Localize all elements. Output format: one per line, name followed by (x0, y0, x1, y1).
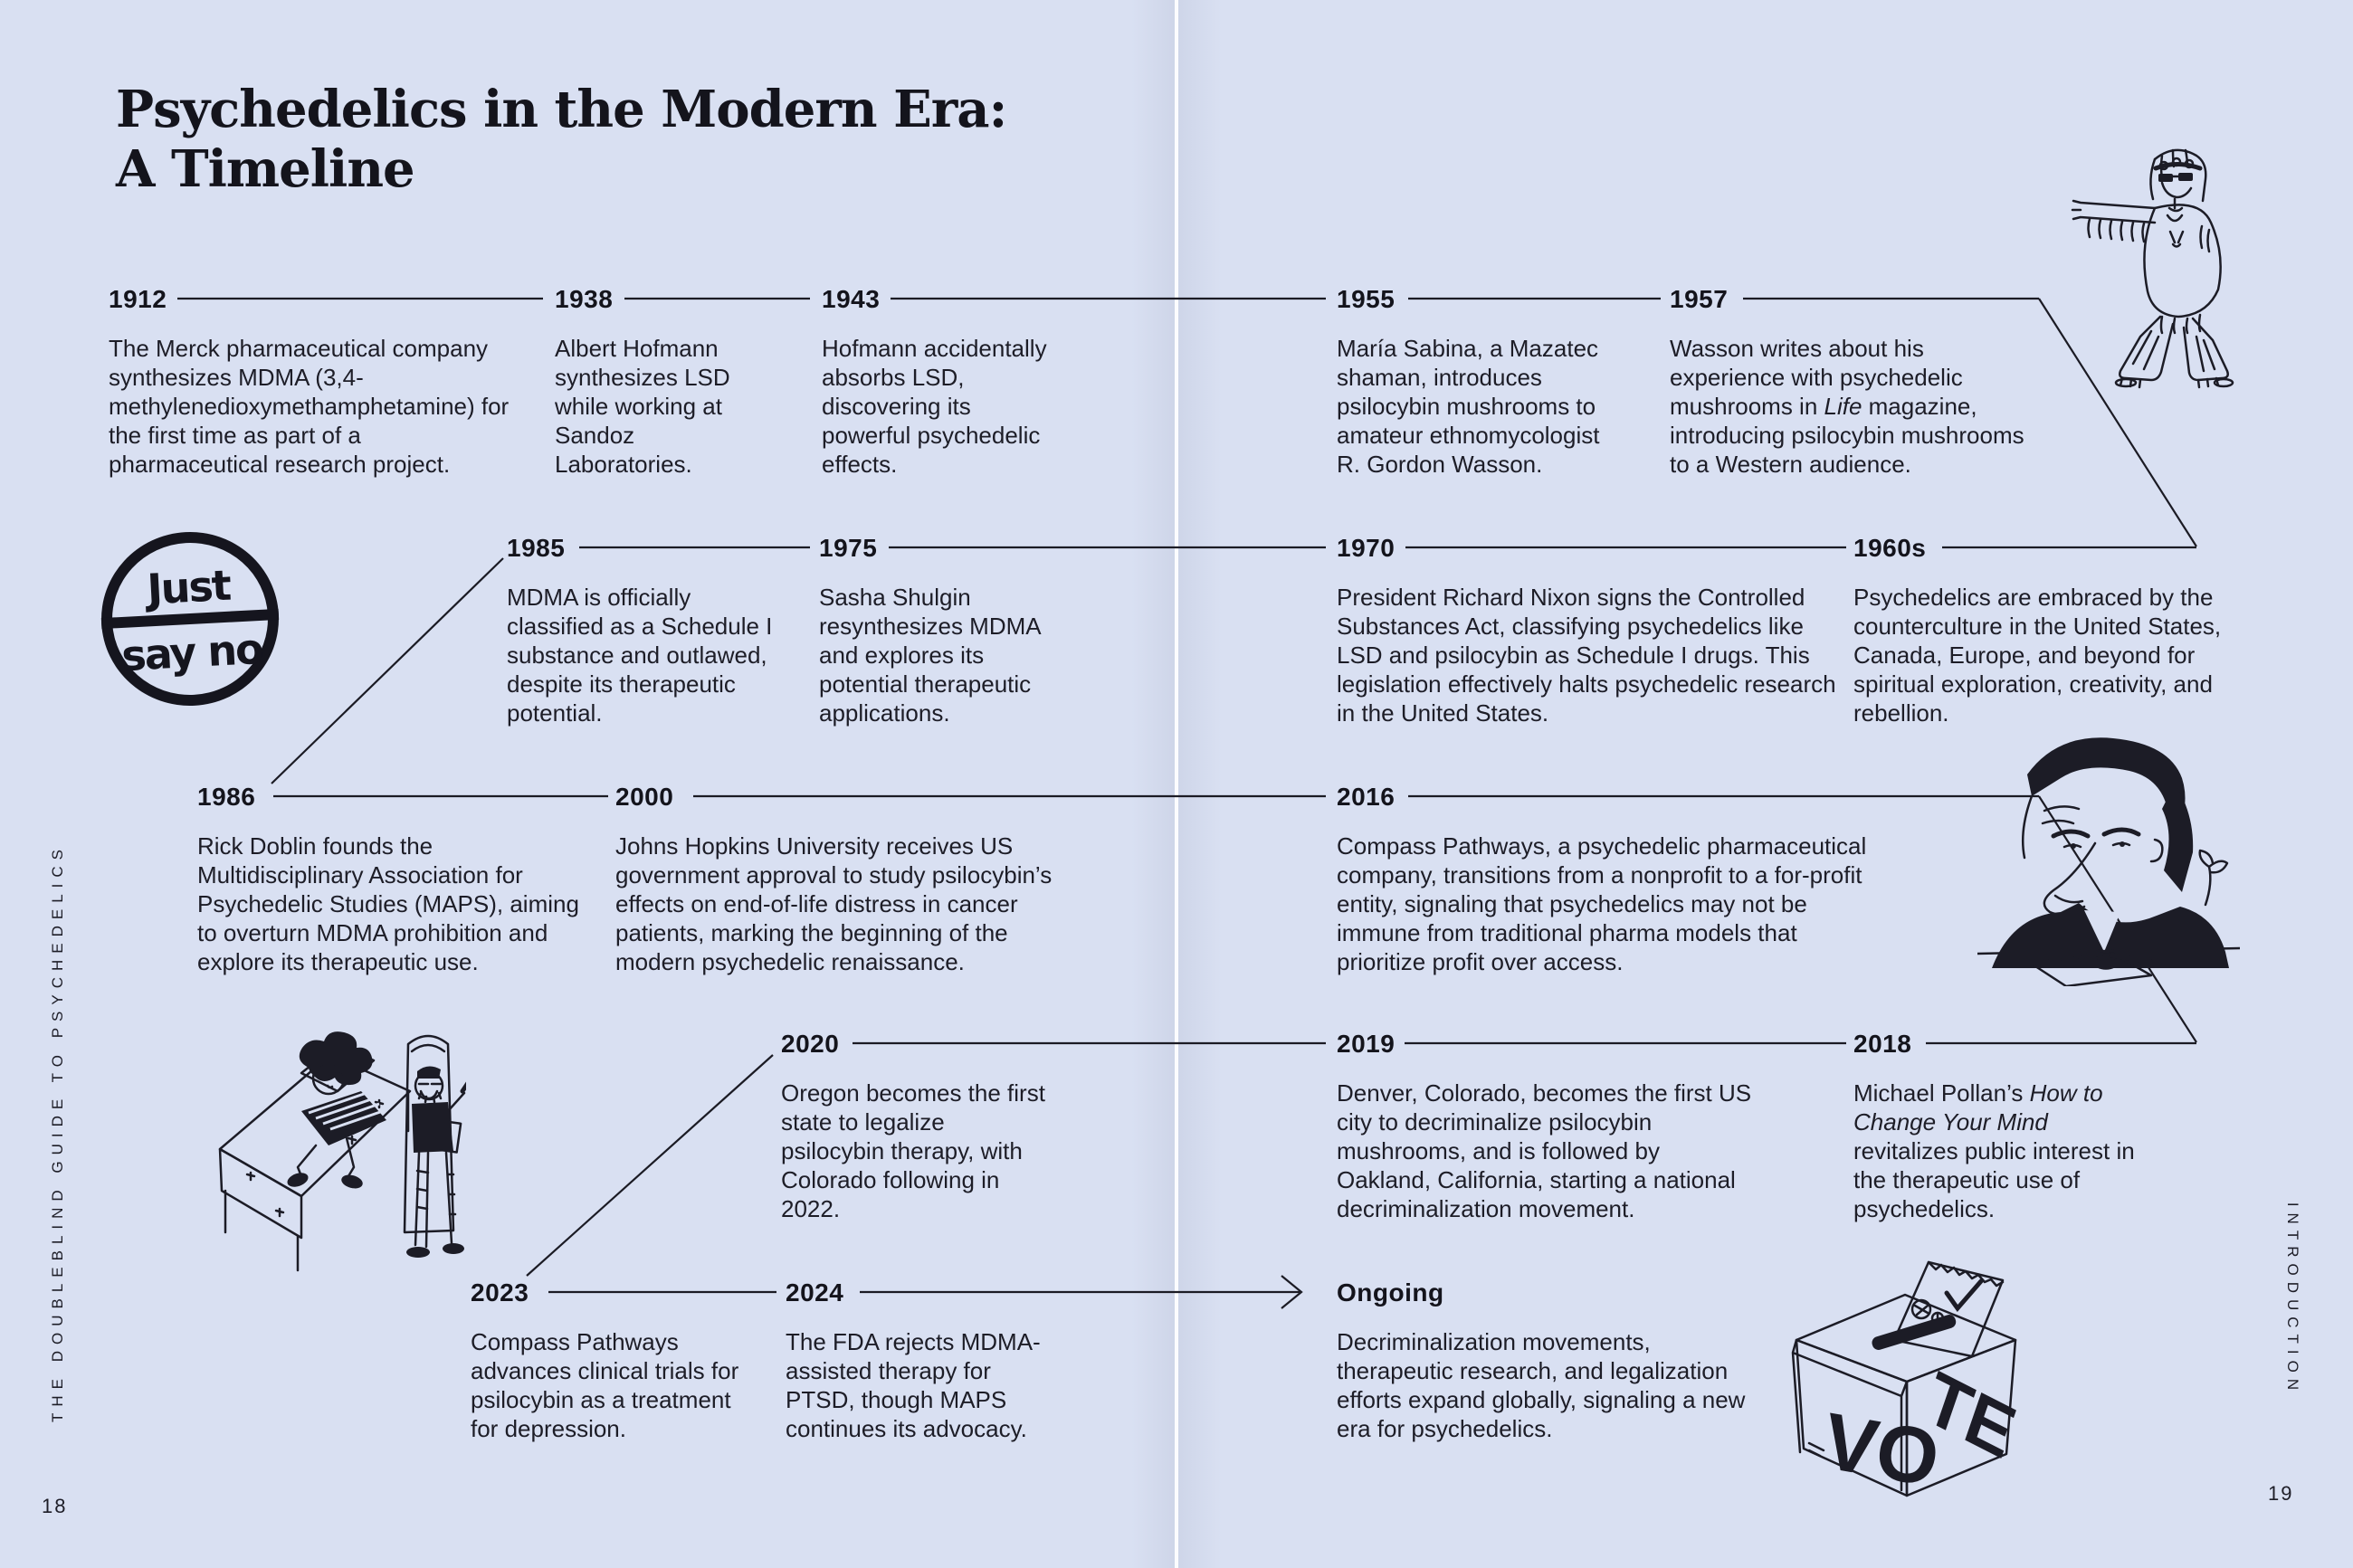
badge-text-bottom: say no (119, 623, 263, 680)
entry-text: Hofmann accidentally absorbs LSD, discovering its powerful psychedelic effects. (822, 335, 1047, 478)
year-label: 1955 (1337, 285, 1396, 313)
year-label: 2019 (1337, 1030, 1396, 1058)
just-say-no-badge (97, 527, 283, 710)
entry-text: Compass Pathways advances clinical trials for psilocybin as a treatment for depression. (471, 1328, 739, 1442)
year-label: 1986 (197, 783, 256, 811)
entry-text: The Merck pharmaceutical company synthesizes MDMA (3,4-methylenedioxymethamphetamine) for the first time as part of a pharmaceutical research project. (109, 335, 510, 478)
fold-shadow-left (1131, 0, 1175, 1568)
timeline-entry-2016 (1337, 783, 1889, 976)
entry-text: President Richard Nixon signs the Controlled Substances Act, classifying psychedelics like LSD and psilocybin as Schedule I drugs. This legislation effectively halts psychedelic research in the United States. (1337, 584, 1836, 727)
timeline-entry-1975 (819, 534, 1050, 727)
fold-shadow-right (1178, 0, 1222, 1568)
page-fold-line (1175, 0, 1178, 1568)
year-label: 2023 (471, 1278, 529, 1307)
entry-text: Wasson writes about his experience with psychedelic mushrooms in Life magazine, introducing psilocybin mushrooms to a Western audience. (1670, 335, 2024, 478)
entry-text: Oregon becomes the first state to legalize psilocybin therapy, with Colorado following in 2022. (781, 1079, 1045, 1222)
timeline-entry-2000 (615, 783, 1091, 976)
timeline-entry-1970 (1337, 534, 1848, 727)
timeline-entry-2018 (1853, 1030, 2143, 1223)
page-title (116, 80, 1006, 199)
year-label: 2024 (786, 1278, 844, 1307)
vote-ballot-box-illustration (1769, 1253, 2041, 1511)
page-number-left: 18 (42, 1495, 68, 1517)
entry-text: María Sabina, a Mazatec shaman, introduces psilocybin mushrooms to amateur ethnomycologist R. Gordon Wasson. (1337, 335, 1600, 478)
badge-text-top: Just (146, 560, 232, 614)
year-label: 1957 (1670, 285, 1729, 313)
year-label: Ongoing (1337, 1278, 1444, 1307)
year-label: 1943 (822, 285, 881, 313)
entry-text: Michael Pollan’s How to Change Your Mind revitalizes public interest in the therapeutic use of psychedelics. (1853, 1079, 2135, 1222)
year-label: 2016 (1337, 783, 1396, 811)
entry-text: Johns Hopkins University receives US government approval to study psilocybin’s effects on end-of-life distress in cancer patients, marking the beginning of the modern psychedelic renaissance. (615, 832, 1053, 975)
entry-text: Compass Pathways, a psychedelic pharmaceutical company, transitions from a nonprofit to a for-profit entity, signaling that psychedelics may not be immune from traditional pharma models that prioritize profit over access. (1337, 832, 1867, 975)
timeline-entry-2020 (781, 1030, 1053, 1223)
entry-text: Psychedelics are embraced by the counterculture in the United States, Canada, Europe, and beyond for spiritual exploration, creativity, and rebellion. (1853, 584, 2222, 727)
entry-text: Rick Doblin founds the Multidisciplinary Association for Psychedelic Studies (MAPS), aiming to overturn MDMA prohibition and explore its therapeutic use. (197, 832, 579, 975)
running-head-left: THE DOUBLEBLIND GUIDE TO PSYCHEDELICS (49, 842, 66, 1423)
entry-text: Denver, Colorado, becomes the first US city to decriminalize psilocybin mushrooms, and is followed by Oakland, California, starting a national decriminalization movement. (1337, 1079, 1752, 1222)
timeline-entry-1912 (109, 285, 525, 479)
entry-text: Decriminalization movements, therapeutic research, and legalization efforts expand globally, signaling a new era for psychedelics. (1337, 1328, 1746, 1442)
year-label: 1985 (507, 534, 566, 562)
timeline-entry-2019 (1337, 1030, 1753, 1223)
timeline-entry-1985 (507, 534, 792, 727)
year-label: 1975 (819, 534, 878, 562)
hippie-peace-sign-illustration (2068, 136, 2272, 389)
year-label: 1912 (109, 285, 167, 313)
entry-text: The FDA rejects MDMA-assisted therapy for PTSD, though MAPS continues its advocacy. (786, 1328, 1041, 1442)
year-label: 1970 (1337, 534, 1396, 562)
nixon-signing-caricature-illustration (1977, 724, 2240, 986)
timeline-entry-1957 (1670, 285, 2041, 479)
year-label: 2018 (1853, 1030, 1912, 1058)
page-title-line1: Psychedelics in the Modern Era: (116, 80, 1007, 139)
year-label: 2020 (781, 1030, 840, 1058)
page-title-line2: A Timeline (116, 139, 414, 199)
arrow-head-icon (1281, 1276, 1301, 1308)
therapy-session-illustration (195, 1003, 466, 1285)
timeline-entry-1955 (1337, 285, 1617, 479)
vote-side-text: TE (1916, 1355, 2025, 1476)
running-head-right: INTRODUCTION (2284, 1202, 2301, 1397)
timeline-entry-1960s (1853, 534, 2256, 727)
year-label: 2000 (615, 783, 674, 811)
timeline-entry-2023 (471, 1278, 765, 1443)
timeline-entry-ongoing (1337, 1278, 1762, 1443)
entry-text: Albert Hofmann synthesizes LSD while working at Sandoz Laboratories. (555, 335, 730, 478)
entry-text: Sasha Shulgin resynthesizes MDMA and explores its potential therapeutic applications. (819, 584, 1041, 727)
timeline-entry-1938 (555, 285, 740, 479)
entry-text: MDMA is officially classified as a Schedule I substance and outlawed, despite its therapeutic potential. (507, 584, 773, 727)
timeline-entry-2024 (786, 1278, 1043, 1443)
vote-front-text: VO (1816, 1395, 1947, 1504)
timeline-entry-1943 (822, 285, 1053, 479)
timeline-entry-1986 (197, 783, 591, 976)
year-label: 1938 (555, 285, 614, 313)
page-number-right: 19 (2268, 1482, 2294, 1505)
year-label: 1960s (1853, 534, 1927, 562)
